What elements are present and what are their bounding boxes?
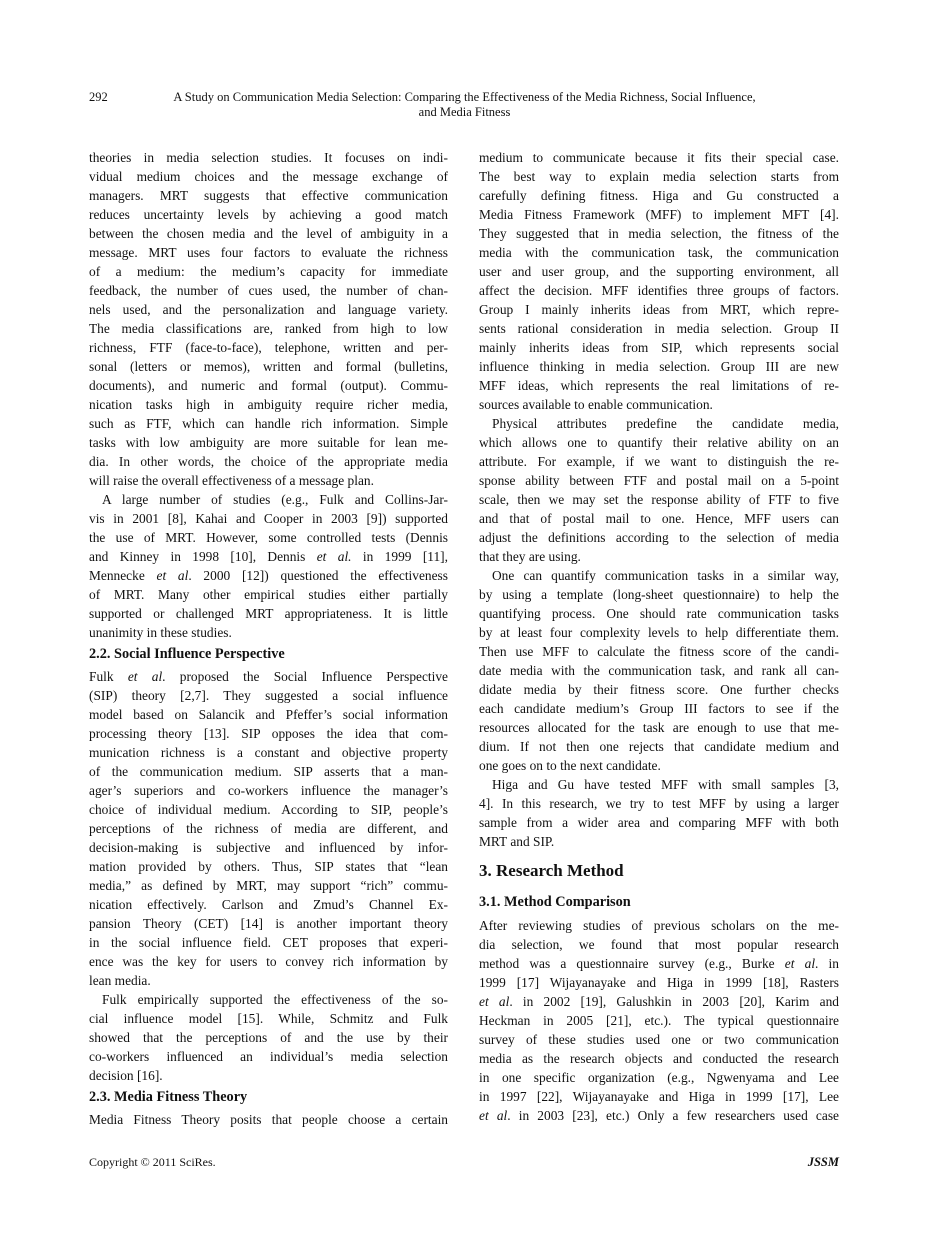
text-line: munication richness is a constant and objective property (89, 745, 448, 760)
paragraph (479, 775, 839, 851)
text-line: of MRT. Many other empirical studies either partially (89, 587, 448, 602)
page-footer (89, 1154, 839, 1170)
text-segment: method was a questionnaire survey (e.g., Burke (479, 956, 785, 971)
text-line: model based on Salancik and Pfeffer’s social information (89, 707, 448, 722)
text-line: date media with the communication task, and rank all can- (479, 663, 839, 678)
text-line: Media Fitness Framework (MFF) to implement MFT [4]. (479, 207, 839, 222)
text-line: feedback, the number of cues used, the number of chan- (89, 283, 448, 298)
text-line: carefully defining fitness. Higa and Gu constructed a (479, 188, 839, 203)
right-column (479, 148, 839, 1125)
running-title (137, 90, 792, 120)
text-line: A large number of studies (e.g., Fulk and Collins-Jar- (102, 492, 448, 507)
paragraph (89, 990, 448, 1085)
text-segment: Mennecke (89, 568, 157, 583)
text-line: tasks with low ambiguity are more suitable for lean me- (89, 435, 448, 450)
text-line: and that of postal mail to one. Hence, MFF users can (479, 511, 839, 526)
text-line: Media Fitness Theory posits that people choose a certain (89, 1112, 448, 1127)
text-line: medium to communicate because it fits their special case. (479, 150, 839, 165)
text-line: quantifying process. One should rate communication tasks (479, 606, 839, 621)
text-segment: . proposed the Social Influence Perspective (162, 669, 448, 684)
text-line: richness, FTF (face-to-face), telephone, written and per- (89, 340, 448, 355)
text-line: (SIP) theory [2,7]. They suggested a social influence (89, 688, 448, 703)
text-line: in one specific organization (e.g., Ngwenyama and Lee (479, 1070, 839, 1085)
text-line: nication effectively. Carlson and Zmud’s Channel Ex- (89, 897, 448, 912)
text-segment: . 2000 [12]) questioned the effectiveness (188, 568, 448, 583)
text-line (89, 547, 448, 566)
text-line: attribute. For example, if we want to distinguish the re- (479, 454, 839, 469)
italic-text: et al (127, 669, 163, 684)
text-line: ager’s superiors and co-workers influence the manager’s (89, 783, 448, 798)
text-line: between the chosen media and the level of ambiguity in a (89, 226, 448, 241)
text-line: perceptions of the richness of media are different, and (89, 821, 448, 836)
running-title-line-1: A Study on Communication Media Selection: Comparing the Effectiveness of the Media Richness, Social Influence, (173, 90, 756, 104)
text-line: dia selection, we found that most popular research (479, 937, 839, 952)
text-line (89, 667, 448, 686)
text-line: influence thinking in media selection. Group III are new (479, 359, 839, 374)
text-line: reduces uncertainty levels by achieving a good match (89, 207, 448, 222)
paragraph (479, 916, 839, 1125)
italic-text: et al (784, 956, 816, 971)
text-line: media as the research objects and conducted the research (479, 1051, 839, 1066)
text-line: message. MRT uses four factors to evaluate the richness (89, 245, 448, 260)
text-line: in the social influence field. CET proposes that experi- (89, 935, 448, 950)
text-line: decision [16]. (89, 1068, 163, 1083)
text-line: managers. MRT suggests that effective communication (89, 188, 448, 203)
text-line: They suggested that in media selection, the fitness of the (479, 226, 839, 241)
text-line: Heckman in 2005 [21], etc.). The typical questionnaire (479, 1013, 839, 1028)
text-line (89, 566, 448, 585)
text-line: mainly inherits ideas from SIP, which represents social (479, 340, 839, 355)
section-heading: 3. Research Method (479, 861, 624, 880)
text-line: didate media by their fitness score. One further checks (479, 682, 839, 697)
subsection-heading: 2.3. Media Fitness Theory (89, 1089, 248, 1105)
text-line: lean media. (89, 973, 151, 988)
text-line: survey of these studies used one or two communication (479, 1032, 839, 1047)
paragraph (89, 490, 448, 642)
paragraph (89, 667, 448, 990)
text-line (479, 992, 839, 1011)
text-line: that they are using. (479, 549, 581, 564)
text-line: Fulk empirically supported the effectiveness of the so- (102, 992, 448, 1007)
text-line: theories in media selection studies. It focuses on indi- (89, 150, 448, 165)
text-line: documents), and numeric and formal (output). Commu- (89, 378, 448, 393)
text-line: in 1997 [22], Wijayanayake and Higa in 1999 [17], Lee (479, 1089, 839, 1104)
text-line: such as FTF, which can handle rich information. Simple (89, 416, 448, 431)
text-line: of the communication medium. SIP asserts that a man- (89, 764, 448, 779)
paragraph (89, 148, 448, 490)
text-line: mation provided by others. Thus, SIP states that “lean (89, 859, 448, 874)
italic-text: et al. (316, 549, 352, 564)
text-line: 1999 [17] Wijayanayake and Higa in 1999 [18], Rasters (479, 975, 839, 990)
text-line: decision-making is subjective and influenced by infor- (89, 840, 448, 855)
text-line: Then use MFF to calculate the fitness score of the candi- (479, 644, 839, 659)
text-segment: and Kinney in 1998 [10], Dennis (89, 549, 317, 564)
text-line: pansion Theory (CET) [14] is another important theory (89, 916, 448, 931)
paragraph (479, 414, 839, 566)
text-line: One can quantify communication tasks in a similar way, (492, 568, 839, 583)
text-line: unanimity in these studies. (89, 625, 232, 640)
text-line: vidual medium choices and the message exchange of (89, 169, 448, 184)
text-line: user and user group, and the supporting environment, all (479, 264, 839, 279)
text-line: MRT and SIP. (479, 834, 555, 849)
text-line: sents rational consideration in media selection. Group II (479, 321, 839, 336)
text-line: cial influence model [15]. While, Schmitz and Fulk (89, 1011, 448, 1026)
text-line: ence was the key for users to convey rich information by (89, 954, 448, 969)
text-line: showed that the perceptions of and the use by their (89, 1030, 448, 1045)
text-line: 4]. In this research, we try to test MFF by using a larger (479, 796, 839, 811)
text-segment: . in 2002 [19], Galushkin in 2003 [20], Karim and (509, 994, 839, 1009)
text-line: The best way to explain media selection starts from (479, 169, 839, 184)
text-segment: . in (815, 956, 839, 971)
text-line: by using a template (long-sheet questionnaire) to help the (479, 587, 839, 602)
italic-text: et al (156, 568, 189, 583)
text-line (479, 1106, 839, 1125)
text-line: dia. In other words, the choice of the appropriate media (89, 454, 448, 469)
text-line: After reviewing studies of previous scholars on the me- (479, 918, 839, 933)
text-line: will raise the overall effectiveness of a message plan. (89, 473, 374, 488)
text-line: MFF ideas, which represents the real limitations of re- (479, 378, 839, 393)
text-line: by at least four complexity levels to help differentiate them. (479, 625, 839, 640)
page-number: 292 (89, 90, 108, 104)
italic-text: et al (479, 994, 510, 1009)
text-line: co-workers influenced an individual’s media selection (89, 1049, 448, 1064)
paragraph (479, 566, 839, 775)
paragraph (479, 148, 839, 414)
text-line: vis in 2001 [8], Kahai and Cooper in 2003 [9]) supported (89, 511, 448, 526)
text-line: affect the decision. MFF identifies three groups of factors. (479, 283, 839, 298)
text-line: the use of MRT. However, some controlled tests (Dennis (89, 530, 448, 545)
italic-text: et al (479, 1108, 508, 1123)
text-line: one goes on to the next candidate. (479, 758, 661, 773)
text-line: Higa and Gu have tested MFF with small samples [3, (492, 777, 839, 792)
text-line: adjust the definitions according to the selection of media (479, 530, 839, 545)
text-line: The media classifications are, ranked from high to low (89, 321, 448, 336)
text-line: nels used, and the personalization and language variety. (89, 302, 448, 317)
text-line: dium. If not then one rejects that candidate medium and (479, 739, 839, 754)
text-line: Physical attributes predefine the candidate media, (492, 416, 839, 431)
subsection-heading: 2.2. Social Influence Perspective (89, 646, 285, 662)
text-line: sonal (letters or memos), written and formal (bulletins, (89, 359, 448, 374)
text-line: processing theory [13]. SIP opposes the idea that com- (89, 726, 448, 741)
text-segment: in 1999 [11], (351, 549, 448, 564)
text-line: nication tasks high in ambiguity require richer media, (89, 397, 448, 412)
left-column (89, 148, 448, 1129)
text-line: scale, then we may set the response ability of FTF to five (479, 492, 839, 507)
running-title-line-2: and Media Fitness (418, 105, 511, 119)
text-line: Group I mainly inherits ideas from MRT, which repre- (479, 302, 839, 317)
text-segment: . in 2003 [23], etc.) Only a few researchers used case (507, 1108, 839, 1123)
text-segment: Fulk (89, 669, 128, 684)
text-line: supported or challenged MRT appropriateness. It is little (89, 606, 448, 621)
text-line: media with the communication task, the communication (479, 245, 839, 260)
text-line: choice of individual medium. According to SIP, people’s (89, 802, 448, 817)
subsection-heading: 3.1. Method Comparison (479, 894, 631, 910)
text-line: each candidate medium’s Group III factors to see if the (479, 701, 839, 716)
text-line: sources available to enable communication. (479, 397, 713, 412)
paragraph (89, 1110, 448, 1129)
text-line: of a medium: the medium’s capacity for immediate (89, 264, 448, 279)
text-line (479, 954, 839, 973)
journal-name: JSSM (807, 1155, 839, 1169)
text-line: resources allocated for the task are enough to use that me- (479, 720, 839, 735)
text-line: media,” as defined by MRT, may support “rich” commu- (89, 878, 448, 893)
text-line: which allows one to quantify their relative ability on an (479, 435, 839, 450)
text-line: sponse ability between FTF and postal mail on a 5-point (479, 473, 839, 488)
copyright-notice: Copyright © 2011 SciRes. (89, 1155, 216, 1169)
text-line: sample from a wider area and comparing MFF with both (479, 815, 839, 830)
